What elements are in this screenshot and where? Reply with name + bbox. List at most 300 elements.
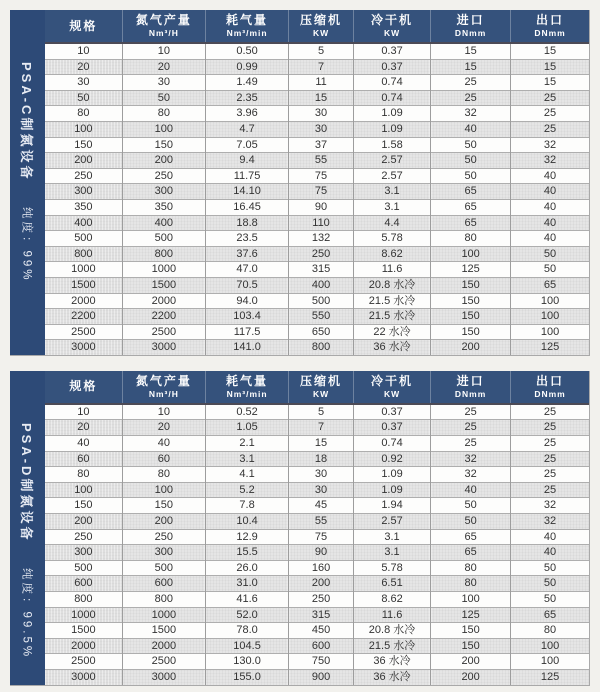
table-cell: 0.37	[353, 43, 430, 59]
table-cell: 1.09	[353, 106, 430, 122]
table-row	[45, 75, 589, 91]
table-cell: 1.94	[353, 498, 430, 514]
table-cell: 3.96	[205, 106, 288, 122]
table-cell: 500	[122, 560, 205, 576]
table-cell: 125	[511, 340, 589, 355]
table-cell: 500	[45, 560, 122, 576]
table-cell: 900	[289, 669, 354, 684]
table-cell: 100	[431, 246, 511, 262]
table-cell: 9.4	[205, 153, 288, 169]
table-cell: 32	[511, 153, 589, 169]
table-cell: 25	[511, 420, 589, 436]
table-cell: 15	[431, 59, 511, 75]
table-cell: 11	[289, 75, 354, 91]
table-cell: 2500	[45, 654, 122, 670]
table-cell: 50	[431, 498, 511, 514]
table-cell: 12.9	[205, 529, 288, 545]
table-cell: 60	[122, 451, 205, 467]
table-row	[45, 199, 589, 215]
table-row	[45, 137, 589, 153]
table-cell: 15	[511, 43, 589, 59]
table-cell: 117.5	[205, 324, 288, 340]
table-cell: 90	[289, 545, 354, 561]
table-row	[45, 467, 589, 483]
table-cell: 600	[122, 576, 205, 592]
table-cell: 40	[511, 231, 589, 247]
table-cell: 36 水冷	[353, 669, 430, 684]
table-cell: 50	[431, 153, 511, 169]
table-cell: 0.52	[205, 404, 288, 420]
table-row	[45, 482, 589, 498]
table-row	[45, 293, 589, 309]
table-cell: 1500	[122, 623, 205, 639]
column-header: 出口 DNmm	[511, 371, 589, 404]
table-cell: 103.4	[205, 309, 288, 325]
table-cell: 15	[431, 43, 511, 59]
table-cell: 3.1	[353, 199, 430, 215]
table-cell: 11.6	[353, 607, 430, 623]
table-cell: 25	[431, 75, 511, 91]
table-cell: 100	[511, 324, 589, 340]
table-cell: 100	[45, 121, 122, 137]
table-cell: 3000	[122, 669, 205, 684]
table-cell: 20	[45, 420, 122, 436]
table-cell: 5.2	[205, 482, 288, 498]
table-cell: 32	[511, 514, 589, 530]
table-cell: 2000	[45, 638, 122, 654]
table-cell: 1.09	[353, 121, 430, 137]
table-cell: 65	[431, 529, 511, 545]
table-cell: 40	[511, 168, 589, 184]
table-cell: 250	[45, 529, 122, 545]
table-cell: 20	[45, 59, 122, 75]
table-cell: 40	[431, 121, 511, 137]
table-cell: 7.8	[205, 498, 288, 514]
table-row	[45, 43, 589, 59]
table-cell: 20	[122, 420, 205, 436]
table-cell: 65	[431, 184, 511, 200]
table-cell: 0.74	[353, 75, 430, 91]
table-cell: 160	[289, 560, 354, 576]
table-cell: 1.58	[353, 137, 430, 153]
table-cell: 32	[511, 137, 589, 153]
table-cell: 250	[289, 246, 354, 262]
table-cell: 125	[511, 669, 589, 684]
table-cell: 3.1	[353, 184, 430, 200]
column-header: 规格	[45, 10, 122, 43]
table-cell: 25	[431, 420, 511, 436]
table-cell: 150	[45, 137, 122, 153]
table-cell: 141.0	[205, 340, 288, 355]
table-cell: 80	[431, 231, 511, 247]
table-cell: 20	[122, 59, 205, 75]
column-header: 氮气产量 Nm³/H	[122, 10, 205, 43]
table-cell: 32	[511, 498, 589, 514]
table-cell: 150	[431, 309, 511, 325]
table-cell: 0.99	[205, 59, 288, 75]
table-row	[45, 545, 589, 561]
table-cell: 75	[289, 168, 354, 184]
table-cell: 80	[45, 467, 122, 483]
table-cell: 0.74	[353, 436, 430, 452]
table-cell: 23.5	[205, 231, 288, 247]
table-cell: 40	[511, 545, 589, 561]
table-cell: 1.09	[353, 482, 430, 498]
table-row	[45, 90, 589, 106]
table-cell: 25	[511, 467, 589, 483]
table-cell: 10	[45, 404, 122, 420]
table-cell: 75	[289, 184, 354, 200]
table-row	[45, 529, 589, 545]
table-cell: 800	[122, 592, 205, 608]
table-row	[45, 669, 589, 684]
table-cell: 31.0	[205, 576, 288, 592]
table-cell: 100	[122, 121, 205, 137]
table-cell: 125	[431, 607, 511, 623]
side-title: PSA-D制氮设备	[19, 422, 34, 543]
table-cell: 0.37	[353, 59, 430, 75]
table-cell: 4.7	[205, 121, 288, 137]
table-cell: 132	[289, 231, 354, 247]
table-cell: 150	[431, 638, 511, 654]
table-row	[45, 324, 589, 340]
table-cell: 0.37	[353, 420, 430, 436]
table-cell: 50	[511, 592, 589, 608]
table-cell: 400	[45, 215, 122, 231]
table-cell: 100	[431, 592, 511, 608]
table-row	[45, 451, 589, 467]
table-cell: 100	[511, 309, 589, 325]
table-cell: 25	[511, 451, 589, 467]
table-cell: 400	[122, 215, 205, 231]
table-cell: 100	[511, 638, 589, 654]
table-cell: 80	[45, 106, 122, 122]
table-cell: 150	[431, 623, 511, 639]
table-cell: 350	[122, 199, 205, 215]
table-row	[45, 514, 589, 530]
table-cell: 65	[431, 199, 511, 215]
column-header: 进口 DNmm	[431, 10, 511, 43]
table-cell: 2000	[122, 638, 205, 654]
table-row	[45, 560, 589, 576]
table-cell: 80	[431, 560, 511, 576]
table-cell: 8.62	[353, 592, 430, 608]
table-row	[45, 607, 589, 623]
table-row	[45, 215, 589, 231]
table-cell: 25	[511, 106, 589, 122]
table-cell: 50	[122, 90, 205, 106]
table-cell: 200	[45, 514, 122, 530]
table-cell: 20.8 水冷	[353, 623, 430, 639]
table-cell: 300	[45, 184, 122, 200]
column-header: 压缩机 KW	[289, 10, 354, 43]
table-cell: 40	[431, 482, 511, 498]
table-cell: 21.5 水冷	[353, 638, 430, 654]
table-row	[45, 576, 589, 592]
table-cell: 15.5	[205, 545, 288, 561]
table-cell: 2.35	[205, 90, 288, 106]
side-purity: 纯度：99%	[20, 207, 33, 283]
table-cell: 750	[289, 654, 354, 670]
table-row	[45, 340, 589, 355]
table-row	[45, 106, 589, 122]
table-cell: 32	[431, 467, 511, 483]
table-cell: 5.78	[353, 560, 430, 576]
table-cell: 350	[45, 199, 122, 215]
table-cell: 4.4	[353, 215, 430, 231]
table-cell: 200	[431, 669, 511, 684]
table-cell: 130.0	[205, 654, 288, 670]
table-cell: 1.49	[205, 75, 288, 91]
table-cell: 55	[289, 514, 354, 530]
table-cell: 8.62	[353, 246, 430, 262]
table-cell: 450	[289, 623, 354, 639]
table-row	[45, 153, 589, 169]
table-cell: 40	[511, 184, 589, 200]
table-cell: 100	[45, 482, 122, 498]
table-cell: 3.1	[353, 529, 430, 545]
table-cell: 50	[431, 137, 511, 153]
table-cell: 18	[289, 451, 354, 467]
table-cell: 2200	[122, 309, 205, 325]
table-cell: 55	[289, 153, 354, 169]
table-cell: 200	[431, 340, 511, 355]
table-cell: 65	[511, 607, 589, 623]
table-cell: 315	[289, 262, 354, 278]
column-header: 氮气产量 Nm³/H	[122, 371, 205, 404]
table-cell: 100	[122, 482, 205, 498]
table-cell: 125	[431, 262, 511, 278]
table-cell: 150	[431, 277, 511, 293]
table-cell: 100	[511, 293, 589, 309]
table-cell: 800	[289, 340, 354, 355]
table-cell: 500	[289, 293, 354, 309]
column-header: 耗气量 Nm³/min	[205, 371, 288, 404]
table-cell: 30	[289, 482, 354, 498]
table-cell: 1.05	[205, 420, 288, 436]
table-cell: 10	[122, 404, 205, 420]
table-body	[45, 404, 589, 685]
psa-d-spec-table	[45, 371, 589, 685]
table-cell: 650	[289, 324, 354, 340]
table-cell: 600	[45, 576, 122, 592]
table-cell: 90	[289, 199, 354, 215]
table-cell: 22 水冷	[353, 324, 430, 340]
table-cell: 50	[431, 168, 511, 184]
table-cell: 1000	[122, 607, 205, 623]
table-row	[45, 638, 589, 654]
table-cell: 7.05	[205, 137, 288, 153]
table-cell: 2.1	[205, 436, 288, 452]
table-cell: 80	[431, 576, 511, 592]
table-cell: 550	[289, 309, 354, 325]
table-cell: 250	[289, 592, 354, 608]
table-row	[45, 404, 589, 420]
table-cell: 40	[511, 529, 589, 545]
table-cell: 20.8 水冷	[353, 277, 430, 293]
table-cell: 52.0	[205, 607, 288, 623]
table-row	[45, 121, 589, 137]
table-cell: 37	[289, 137, 354, 153]
column-header: 规格	[45, 371, 122, 404]
table-cell: 150	[122, 137, 205, 153]
table-cell: 25	[511, 121, 589, 137]
table-cell: 30	[289, 467, 354, 483]
table-row	[45, 168, 589, 184]
table-cell: 0.74	[353, 90, 430, 106]
table-cell: 200	[45, 153, 122, 169]
table-cell: 1500	[122, 277, 205, 293]
table-cell: 21.5 水冷	[353, 293, 430, 309]
table-cell: 26.0	[205, 560, 288, 576]
table-cell: 200	[289, 576, 354, 592]
table-cell: 80	[511, 623, 589, 639]
table-row	[45, 277, 589, 293]
table-cell: 11.75	[205, 168, 288, 184]
table-cell: 2500	[122, 324, 205, 340]
column-header: 耗气量 Nm³/min	[205, 10, 288, 43]
table-row	[45, 231, 589, 247]
table-cell: 150	[431, 324, 511, 340]
table-cell: 10	[45, 43, 122, 59]
table-cell: 100	[511, 654, 589, 670]
table-cell: 110	[289, 215, 354, 231]
table-cell: 200	[122, 153, 205, 169]
table-row	[45, 592, 589, 608]
table-cell: 65	[431, 545, 511, 561]
table-cell: 2000	[122, 293, 205, 309]
table-cell: 10.4	[205, 514, 288, 530]
table-cell: 15	[511, 75, 589, 91]
table-row	[45, 654, 589, 670]
table-cell: 200	[431, 654, 511, 670]
table-cell: 1000	[122, 262, 205, 278]
table-cell: 2.57	[353, 514, 430, 530]
table-cell: 11.6	[353, 262, 430, 278]
table-cell: 600	[289, 638, 354, 654]
table-cell: 300	[122, 184, 205, 200]
table-cell: 32	[431, 451, 511, 467]
table-cell: 6.51	[353, 576, 430, 592]
table-cell: 1000	[45, 607, 122, 623]
table-cell: 1500	[45, 623, 122, 639]
table-cell: 7	[289, 420, 354, 436]
table-cell: 16.45	[205, 199, 288, 215]
table-header	[45, 371, 589, 404]
table-cell: 0.37	[353, 404, 430, 420]
table-cell: 50	[511, 246, 589, 262]
table-cell: 2000	[45, 293, 122, 309]
table-cell: 75	[289, 529, 354, 545]
table-cell: 50	[511, 560, 589, 576]
table-row	[45, 262, 589, 278]
table-cell: 200	[122, 514, 205, 530]
table-cell: 800	[45, 592, 122, 608]
table-cell: 1.09	[353, 467, 430, 483]
table-cell: 2200	[45, 309, 122, 325]
table-cell: 70.5	[205, 277, 288, 293]
table-cell: 5	[289, 43, 354, 59]
table-cell: 400	[289, 277, 354, 293]
table-cell: 25	[511, 436, 589, 452]
table-cell: 5	[289, 404, 354, 420]
psa-c-spec-panel	[10, 10, 590, 356]
psa-d-spec-panel	[10, 371, 590, 686]
table-cell: 14.10	[205, 184, 288, 200]
table-cell: 800	[45, 246, 122, 262]
table-cell: 104.5	[205, 638, 288, 654]
table-cell: 500	[45, 231, 122, 247]
psa-c-spec-table	[45, 10, 589, 355]
table-cell: 0.50	[205, 43, 288, 59]
table-cell: 15	[289, 436, 354, 452]
table-cell: 65	[511, 277, 589, 293]
table-cell: 3.1	[205, 451, 288, 467]
table-cell: 315	[289, 607, 354, 623]
table-cell: 40	[122, 436, 205, 452]
table-cell: 25	[511, 404, 589, 420]
table-cell: 1000	[45, 262, 122, 278]
table-cell: 300	[122, 545, 205, 561]
table-cell: 150	[122, 498, 205, 514]
table-cell: 800	[122, 246, 205, 262]
table-cell: 2500	[122, 654, 205, 670]
table-cell: 80	[122, 106, 205, 122]
table-cell: 21.5 水冷	[353, 309, 430, 325]
table-cell: 30	[289, 106, 354, 122]
side-title: PSA-C制氮设备	[19, 62, 34, 182]
column-header: 冷干机 KW	[353, 10, 430, 43]
table-cell: 4.1	[205, 467, 288, 483]
table-cell: 7	[289, 59, 354, 75]
table-cell: 3000	[122, 340, 205, 355]
column-header: 冷干机 KW	[353, 371, 430, 404]
table-cell: 25	[511, 90, 589, 106]
table-cell: 78.0	[205, 623, 288, 639]
table-cell: 60	[45, 451, 122, 467]
table-row	[45, 436, 589, 452]
table-cell: 50	[511, 576, 589, 592]
table-cell: 3.1	[353, 545, 430, 561]
table-cell: 40	[511, 199, 589, 215]
table-row	[45, 623, 589, 639]
table-header	[45, 10, 589, 43]
table-cell: 300	[45, 545, 122, 561]
table-cell: 30	[45, 75, 122, 91]
table-cell: 94.0	[205, 293, 288, 309]
table-cell: 250	[45, 168, 122, 184]
table-cell: 5.78	[353, 231, 430, 247]
table-row	[45, 420, 589, 436]
column-header: 出口 DNmm	[511, 10, 589, 43]
table-cell: 10	[122, 43, 205, 59]
side-purity: 纯度：99.5%	[20, 568, 33, 660]
table-cell: 47.0	[205, 262, 288, 278]
table-cell: 150	[431, 293, 511, 309]
table-cell: 50	[431, 514, 511, 530]
table-cell: 15	[289, 90, 354, 106]
table-cell: 30	[289, 121, 354, 137]
table-row	[45, 498, 589, 514]
table-cell: 50	[45, 90, 122, 106]
table-cell: 36 水冷	[353, 654, 430, 670]
table-cell: 25	[431, 436, 511, 452]
table-row	[45, 246, 589, 262]
table-cell: 25	[431, 404, 511, 420]
table-row	[45, 309, 589, 325]
sidebar-psa-d	[10, 371, 45, 685]
table-cell: 40	[45, 436, 122, 452]
